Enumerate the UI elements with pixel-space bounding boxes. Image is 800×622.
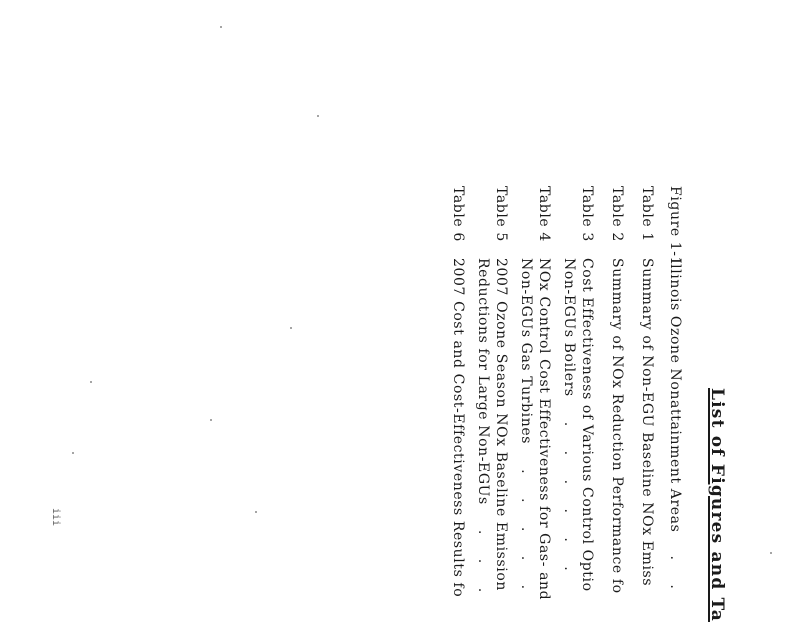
entry-label-table-1: Table 1 [639, 186, 655, 242]
entry-caption: Reductions for Large Non-EGUs [475, 258, 491, 505]
entry-caption: 2007 Cost and Cost-Effectiveness Results fo [450, 258, 466, 598]
scan-speck [290, 327, 292, 329]
entry-text-figure-1-1 [668, 258, 682, 599]
page-number: iii [50, 508, 61, 527]
entry-caption: Non-EGUs Gas Turbines [518, 258, 534, 445]
scan-speck [72, 452, 74, 454]
leader-dots: . . . . . . [561, 421, 577, 581]
leader-dots: . . [667, 555, 683, 599]
entry-label-table-5: Table 5 [493, 186, 509, 242]
entry-label-table-4: Table 4 [536, 186, 552, 242]
entry-label-table-2: Table 2 [609, 186, 625, 242]
entry-text-table-1 [640, 258, 654, 586]
scan-speck [220, 26, 222, 28]
entry-text-table-4 [537, 258, 551, 600]
scan-speck [255, 511, 257, 513]
scan-speck [317, 115, 319, 117]
entry-label-table-6: Table 6 [450, 186, 466, 242]
leader-dots: . . . . . [518, 469, 534, 600]
entry-caption: NOx Control Cost Effectiveness for Gas- and [536, 258, 552, 601]
entry-label-table-3: Table 3 [579, 186, 595, 242]
entry-text-table-3-cont [562, 258, 576, 581]
entry-label-figure-1-1: Figure 1-1 [667, 186, 683, 267]
entry-text-table-6 [451, 258, 465, 597]
page-title: List of Figures and Ta [707, 388, 727, 622]
entry-text-table-3 [580, 258, 594, 592]
scan-speck [210, 419, 212, 421]
entry-text-table-5 [494, 258, 508, 591]
scan-speck [770, 552, 772, 554]
entry-caption: Cost Effectiveness of Various Control Optio [579, 258, 595, 592]
entry-text-table-2 [610, 258, 624, 594]
entry-caption: Summary of NOx Reduction Performance fo [609, 258, 625, 594]
leader-dots: . . . [475, 529, 491, 603]
entry-caption: Summary of Non-EGU Baseline NOx Emiss [639, 258, 655, 587]
entry-caption: Illinois Ozone Nonattainment Areas [667, 258, 683, 533]
entry-text-table-4-cont [519, 258, 533, 599]
scan-speck [90, 381, 92, 383]
entry-caption: 2007 Ozone Season NOx Baseline Emission [493, 258, 509, 591]
entry-caption: Non-EGUs Boilers [561, 258, 577, 397]
entry-text-table-5-cont [476, 258, 490, 602]
